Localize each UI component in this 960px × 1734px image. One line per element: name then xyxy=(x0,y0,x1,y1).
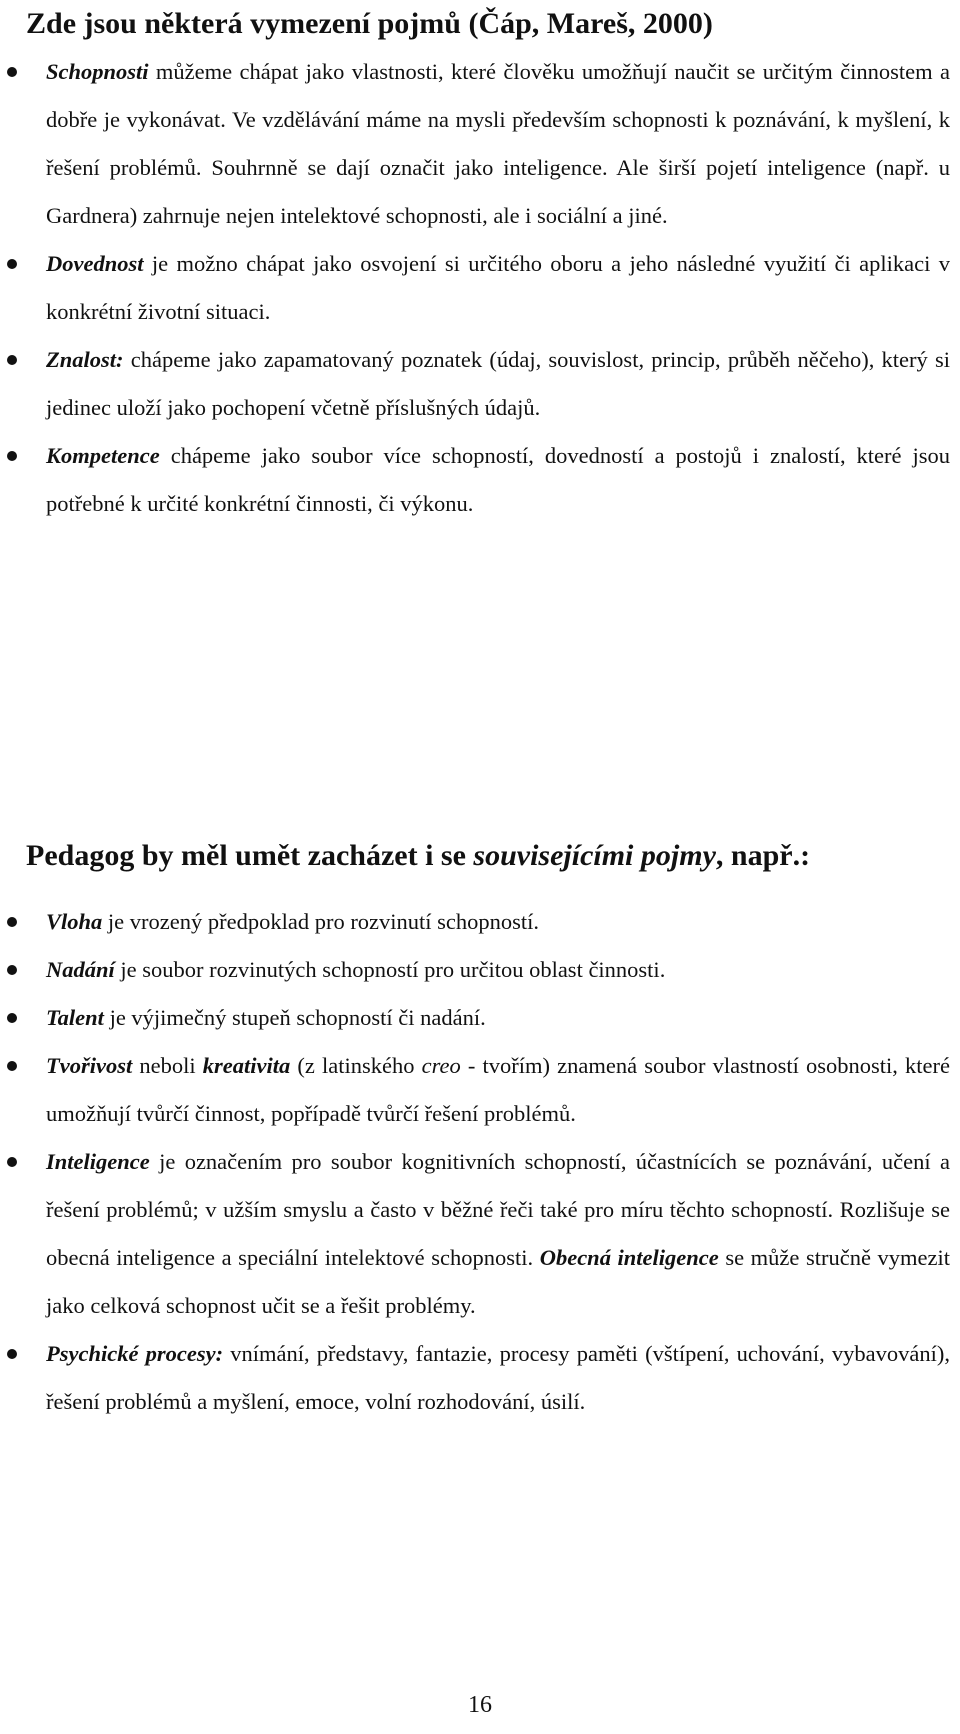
list-item xyxy=(0,1138,960,1330)
definition-text: je vrozený předpoklad pro rozvinutí schopností. xyxy=(102,909,540,934)
list-item xyxy=(0,432,960,528)
term-znalost: Znalost: xyxy=(46,347,124,372)
section-heading-tail: , např.: xyxy=(715,839,811,872)
term-nadani: Nadání xyxy=(46,957,115,982)
page-heading: Zde jsou některá vymezení pojmů (Čáp, Mareš, 2000) xyxy=(26,7,713,40)
page-number: 16 xyxy=(468,1692,492,1718)
bullet-icon xyxy=(7,259,17,269)
list-item xyxy=(0,1042,960,1138)
definition-text: je soubor rozvinutých schopností pro určitou oblast činnosti. xyxy=(114,957,666,982)
section-heading-text: Pedagog by měl umět zacházet i se xyxy=(26,839,474,872)
term-psychicke-procesy: Psychické procesy: xyxy=(46,1341,224,1366)
term-talent: Talent xyxy=(46,1005,104,1030)
definition-text: vnímání, představy, fantazie, procesy paměti (vštípení, uchování, vybavování), řešení problémů a myšlení, emoce, volní rozhodování, úsilí. xyxy=(46,1341,950,1414)
list-item xyxy=(0,240,960,336)
bullet-icon xyxy=(7,1061,17,1071)
definition-text: se může stručně vymezit jako celková schopnost učit se a řešit problémy. xyxy=(46,1245,950,1318)
bullet-icon xyxy=(7,355,17,365)
definition-text: můžeme chápat jako vlastnosti, které člověku umožňují naučit se určitým činnostem a dobře je vykonávat. Ve vzdělávání máme na mysli především schopnosti k poznávání, k myšlení, k řešení problémů. Souhrnně se dají označit jako inteligence. Ale širší pojetí inteligence (např. u Gardnera) zahrnuje nejen intelektové schopnosti, ale i sociální a jiné. xyxy=(46,59,950,228)
bullet-icon xyxy=(7,1013,17,1023)
bullet-icon xyxy=(7,1349,17,1359)
bullet-icon xyxy=(7,451,17,461)
list-item xyxy=(0,898,960,946)
definition-text: chápeme jako zapamatovaný poznatek (údaj, souvislost, princip, průběh něčeho), který si jedinec uloží jako pochopení včetně příslušných údajů. xyxy=(46,347,950,420)
bullet-icon xyxy=(7,965,17,975)
definition-text: neboli xyxy=(132,1053,203,1078)
term-kompetence: Kompetence xyxy=(46,443,160,468)
definitions-list xyxy=(0,48,960,528)
related-terms-list xyxy=(0,898,960,1426)
term-schopnosti: Schopnosti xyxy=(46,59,149,84)
list-item xyxy=(0,994,960,1042)
list-item xyxy=(0,946,960,994)
bullet-icon xyxy=(7,67,17,77)
list-item xyxy=(0,336,960,432)
definition-text: (z latinského xyxy=(290,1053,422,1078)
term-dovednost: Dovednost xyxy=(46,251,144,276)
definition-text: je výjimečný stupeň schopností či nadání. xyxy=(103,1005,486,1030)
list-item xyxy=(0,1330,960,1426)
definition-text: chápeme jako soubor více schopností, dovedností a postojů i znalostí, které jsou potřebné k určité konkrétní činnosti, či výkonu. xyxy=(46,443,950,516)
section-heading xyxy=(26,834,810,878)
definition-text: je možno chápat jako osvojení si určitého oboru a jeho následné využití či aplikaci v konkrétní životní situaci. xyxy=(46,251,950,324)
section-heading-italic: souvisejícími pojmy xyxy=(473,839,716,872)
term-obecna-inteligence: Obecná inteligence xyxy=(539,1245,719,1270)
latin-word: creo xyxy=(421,1053,461,1078)
bullet-icon xyxy=(7,1157,17,1167)
term-tvorivost: Tvořivost xyxy=(46,1053,133,1078)
list-item xyxy=(0,48,960,240)
definition-text: je označením pro soubor kognitivních schopností, účastnících se poznávání, učení a řešení problémů; v užším smyslu a často v běžné řeči také pro míru těchto schopností. Rozlišuje se obecná inteligence a speciální intelektové schopnosti. xyxy=(46,1149,950,1270)
term-kreativita: kreativita xyxy=(202,1053,291,1078)
term-inteligence: Inteligence xyxy=(46,1149,150,1174)
term-vloha: Vloha xyxy=(46,909,103,934)
bullet-icon xyxy=(7,917,17,927)
definition-text: - tvořím) znamená soubor vlastností osobnosti, které umožňují tvůrčí činnost, popřípadě tvůrčí řešení problémů. xyxy=(46,1053,950,1126)
